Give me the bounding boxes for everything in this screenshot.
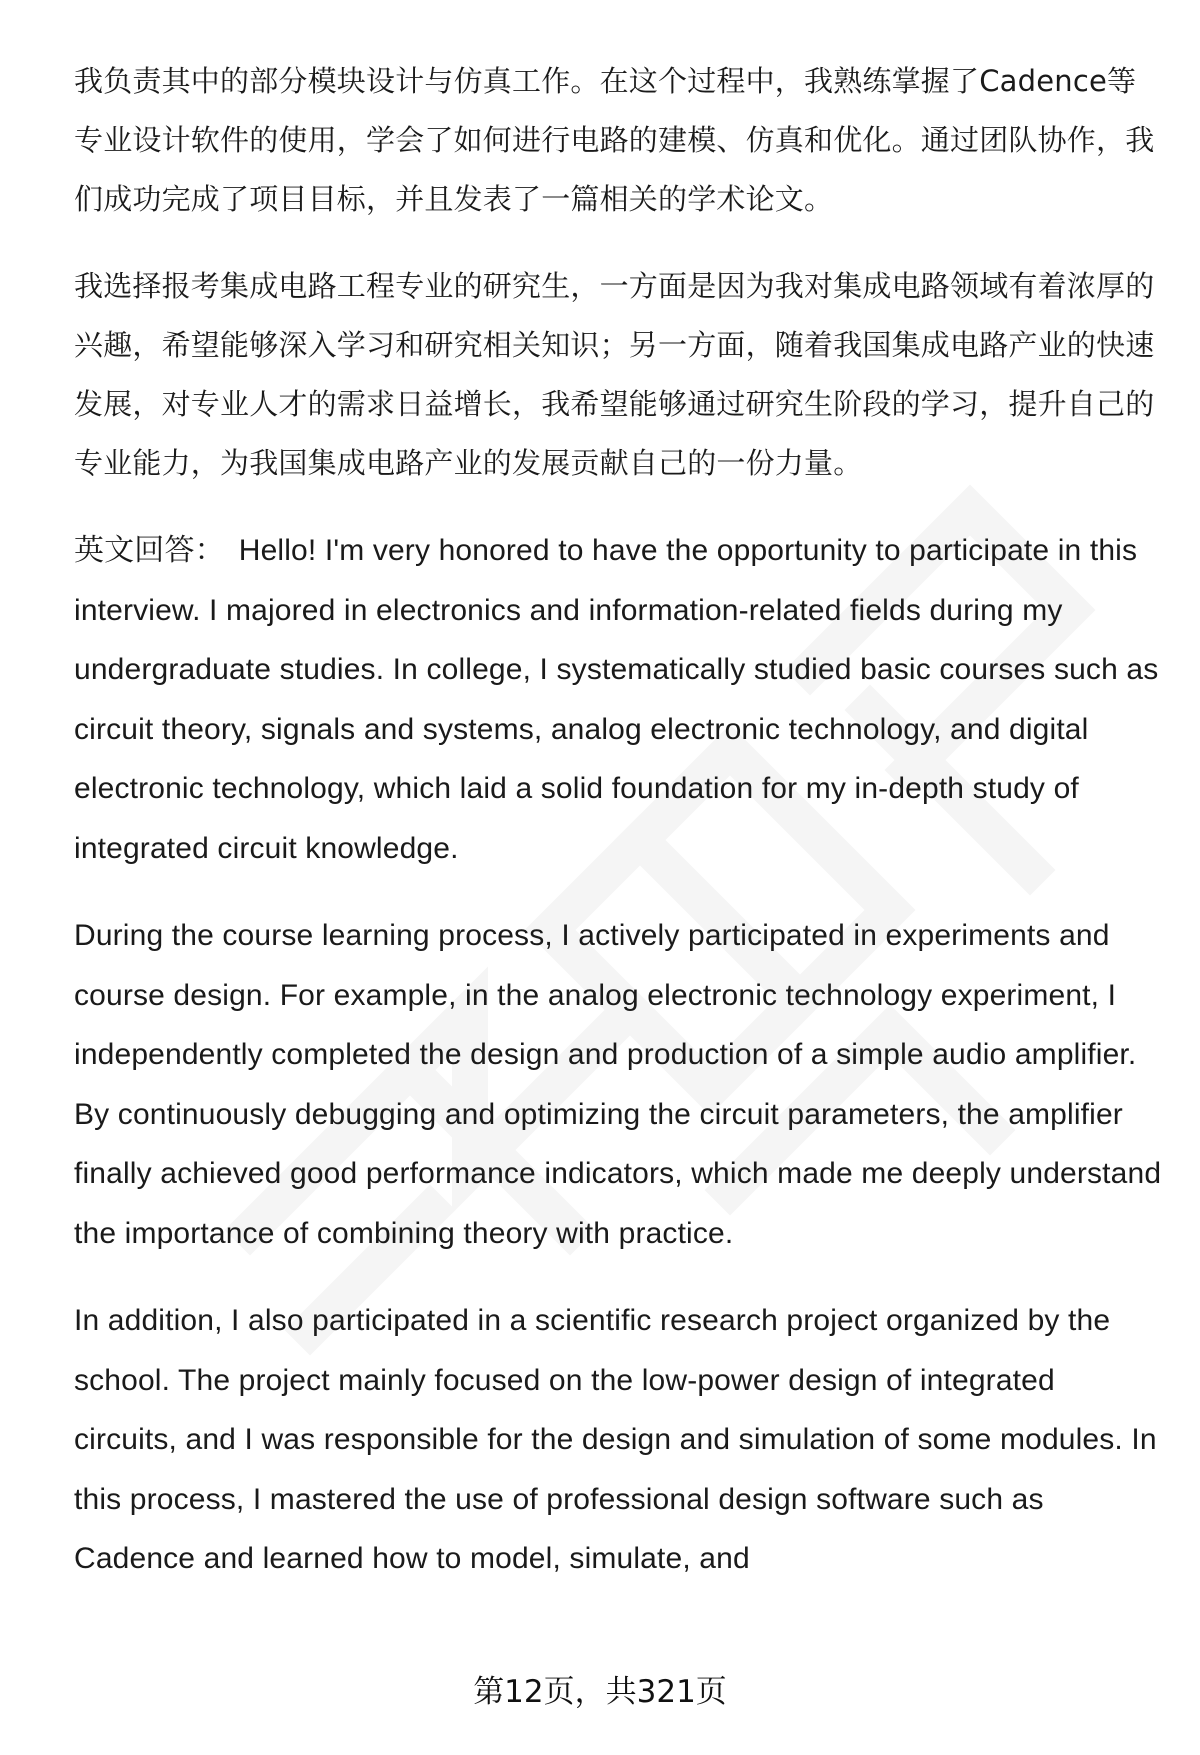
english-answer-text: Hello! I'm very honored to have the opportunity to participate in this interview. I majored in electronics and information-related fields during my undergraduate studies. In college, I systematically studied basic courses such as circuit theory, signals and systems, analog electronic technology, and digital electronic technology, which laid a solid foundation for my in-depth study of integrated circuit knowledge. (74, 534, 1159, 865)
paragraph-project-role: 我负责其中的部分模块设计与仿真工作。在这个过程中，我熟练掌握了Cadence等专业设计软件的使用，学会了如何进行电路的建模、仿真和优化。通过团队协作，我们成功完成了项目目标，并且发表了一篇相关的学术论文。 (74, 64, 1155, 216)
paragraph-motivation: 我选择报考集成电路工程专业的研究生，一方面是因为我对集成电路领域有着浓厚的兴趣，希望能够深入学习和研究相关知识；另一方面，随着我国集成电路产业的快速发展，对专业人才的需求日益增长，我希望能够通过研究生阶段的学习，提升自己的专业能力，为我国集成电路产业的发展贡献自己的一份力量。 (74, 269, 1155, 480)
english-answer-label: 英文回答： (74, 534, 225, 567)
paragraph-course-learning: During the course learning process, I actively participated in experiments and course design. For example, in the analog electronic technology experiment, I independently completed the design and production of a simple audio amplifier. By continuously debugging and optimizing the circuit parameters, the amplifier finally achieved good performance indicators, which made me deeply understand the importance of combining theory with practice. (74, 919, 1162, 1250)
paragraph-english-answer (74, 521, 1164, 878)
paragraph-research-project: In addition, I also participated in a scientific research project organized by the school. The project mainly focused on the low-power design of integrated circuits, and I was responsible for the design and simulation of some modules. In this process, I mastered the use of professional design software such as Cadence and learned how to model, simulate, and (74, 1304, 1157, 1575)
page-number-footer: 第12页，共321页 (473, 1674, 727, 1710)
document-body (74, 52, 1164, 1617)
